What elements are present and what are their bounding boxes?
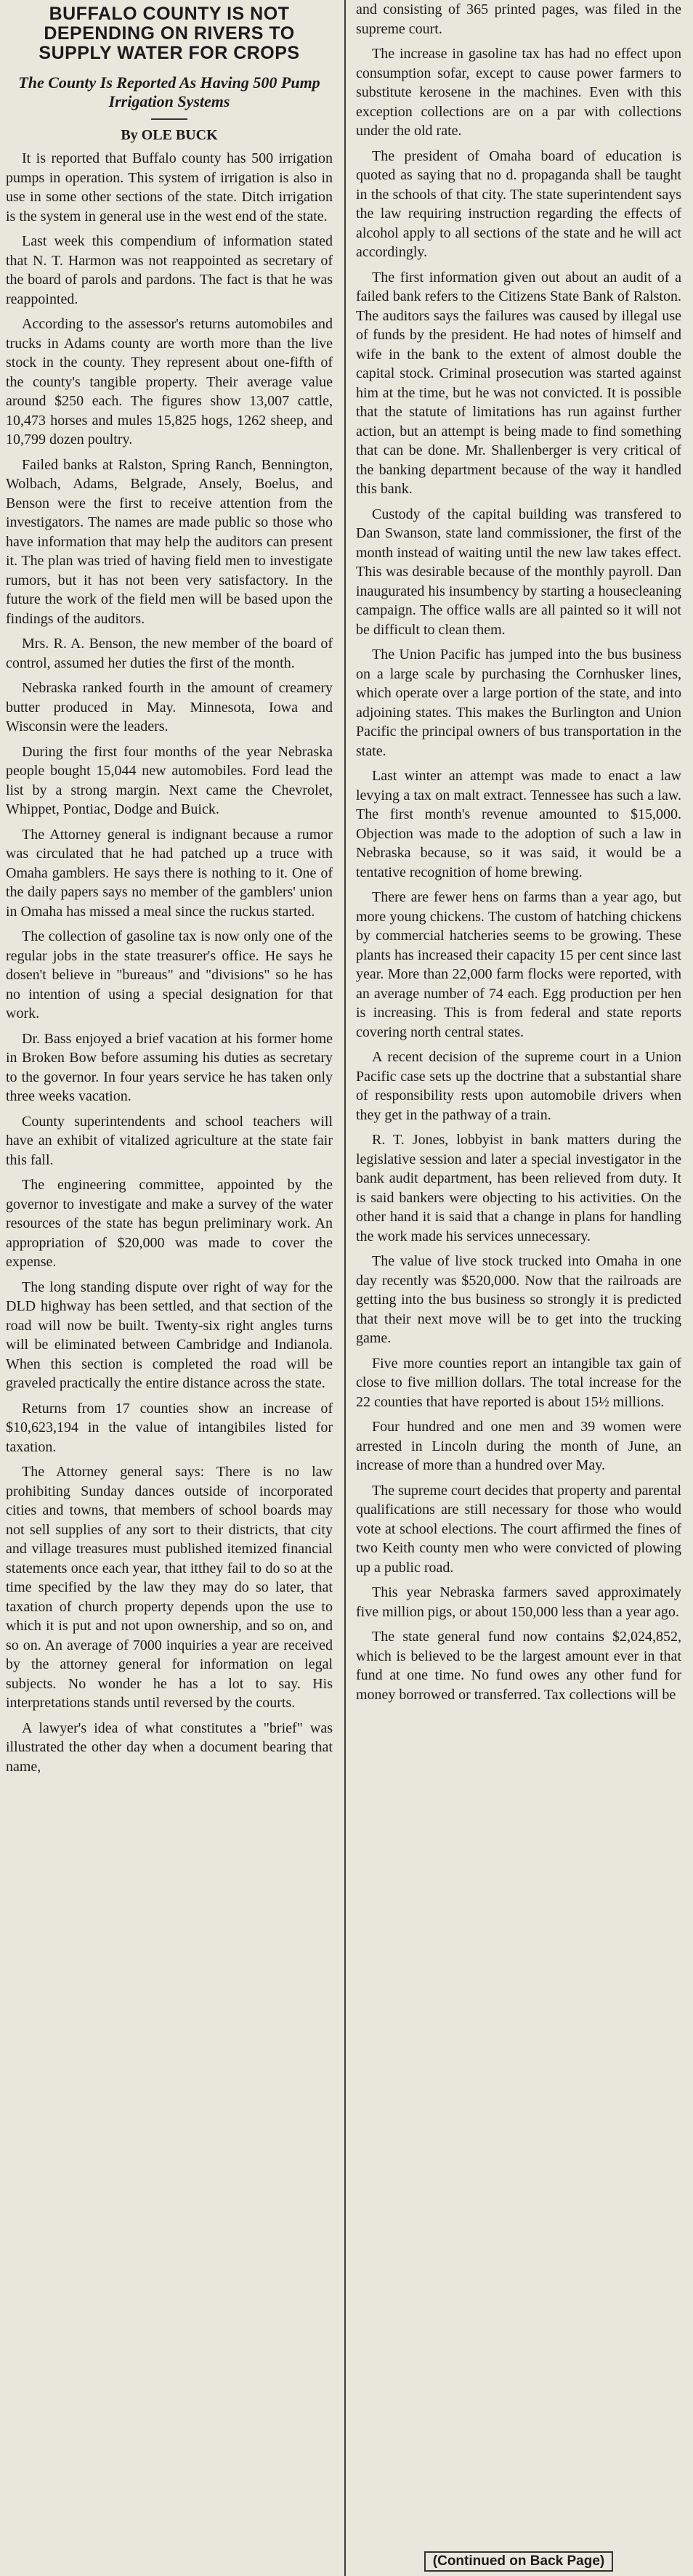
divider-rule	[151, 118, 187, 120]
article-paragraph: The increase in gasoline tax has had no effect upon consumption sofar, except to cause power farmers to substitute kerosene in the machines. Even with this exception collections are on a par with collections under the old rate.	[356, 46, 681, 139]
right-column	[350, 0, 687, 2576]
article-paragraph: There are fewer hens on farms than a year ago, but more young chickens. The custom of hatching chickens by commercial hatcheries seems to be growing. These plants has increased their capacity 15 per cent since last year. More than 22,000 farm flocks were reported, with an average number of 74 each. Egg production per hen is increasing. This is from federal and state reports covering north central states.	[356, 889, 681, 1040]
article-paragraph: According to the assessor's returns automobiles and trucks in Adams county are worth more than the live stock in the county. They represent about one-fifth of the county's tangible property. Their average value around $250 each. The figures show 13,007 cattle, 10,473 horses and mules 15,825 hogs, 1262 sheep, and 10,799 dozen poultry.	[6, 316, 333, 447]
article-paragraph: Last week this compendium of information stated that N. T. Harmon was not reappointed as secretary of the board of parols and pardons. The fact is that he was reappointed.	[6, 233, 333, 307]
article-paragraph: Five more counties report an intangible tax gain of close to five million dollars. The total increase for the 22 counties that have reported is about 15½ millions.	[356, 1355, 681, 1410]
article-paragraph: The collection of gasoline tax is now only one of the regular jobs in the state treasurer's office. He says he dosen't believe in "bureaus" and "divisions" so he has no intention of using a special designation for that work.	[6, 928, 333, 1021]
article-paragraph: A lawyer's idea of what constitutes a "brief" was illustrated the other day when a document bearing that name,	[6, 1720, 333, 1775]
article-paragraph: County superintendents and school teachers will have an exhibit of vitalized agriculture at the state fair this fall.	[6, 1113, 333, 1168]
article-paragraph: Last winter an attempt was made to enact a law levying a tax on malt extract. Tennessee has such a law. The first month's revenue amounted to $15,000. Objection was made to the adoption of such a law in Nebraska because, so it was said, it would be a tentative recognition of home brewing.	[356, 768, 681, 880]
subheadline: The County Is Reported As Having 500 Pump Irrigation Systems	[18, 73, 320, 110]
article-paragraph: The first information given out about an audit of a failed bank refers to the Citizens State Bank of Ralston. The auditors says the failures was caused by illegal use of funds by the president. He had notes of himself and wife in the bank to the extent of almost double the capital stock. Criminal prosecution was started against him at the time, but he was not convicted. It is possible that the statute of limitations has run against further action, but an attempt is being made to find something that can be done. Mr. Shallenberger is very critical of the banking department because of the way it handled this bank.	[356, 269, 681, 497]
article-paragraph: The Attorney general says: There is no law prohibiting Sunday dances outside of incorporated cities and towns, that members of school boards may not sell supplies of any sort to their districts, that city and village treasures must published itemized financial statements once each year, that itthey fail to do so at the time specified by the law they may do so later, that taxation of church property depends upon the use to which it is put and not upon ownership, and so on, and so on. An average of 7000 inquiries a year are received by the attorney general for information on legal subjects. No wonder he has a lot to say. His interpretations stands until reversed by the courts.	[6, 1464, 333, 1711]
continued-notice	[350, 2551, 687, 2572]
article-paragraph: During the first four months of the year Nebraska people bought 15,044 new automobiles. Ford lead the list by a strong margin. Next came the Chevrolet, Whippet, Pontiac, Dodge and Buick.	[6, 743, 333, 817]
right-column-body	[356, 0, 681, 1704]
article-paragraph: The Attorney general is indignant because a rumor was circulated that he had patched up a truce with Omaha gamblers. He says there is nothing to it. One of the daily papers says no member of the gamblers' union in Omaha has missed a meal since the ruckus started.	[6, 826, 333, 920]
article-paragraph: The engineering committee, appointed by the governor to investigate and make a survey of the water resources of the state has begun preliminary work. An appropriation of $20,000 was made to cover the expense.	[6, 1177, 333, 1270]
article-paragraph: Mrs. R. A. Benson, the new member of the board of control, assumed her duties the first of the month.	[6, 636, 333, 671]
article-paragraph: The president of Omaha board of education is quoted as saying that no d. propaganda shall be taught in the schools of that city. The state superintendent says the law requiring instruction regarding the effects of alcohol apply to all sections of the state and he will act accordingly.	[356, 147, 681, 260]
left-column	[0, 0, 340, 2576]
article-paragraph: Failed banks at Ralston, Spring Ranch, Bennington, Wolbach, Adams, Belgrade, Ansely, Boelus, and Benson were the first to receive attention from the investigators. The names are made public so those who have information that may help the auditors can present it. The plan was tried of having field men to investigate rumors, but it has not been very satisfactory. In the future the work of the field men will be based upon the findings of the auditors.	[6, 456, 333, 627]
headline: BUFFALO COUNTY IS NOT DEPENDING ON RIVERS TO SUPPLY WATER FOR CROPS	[38, 4, 300, 63]
article-paragraph: A recent decision of the supreme court in a Union Pacific case sets up the doctrine that a substantial share of responsibility rests upon automobile drivers when they get in the pathway of a train.	[356, 1049, 681, 1123]
column-divider	[344, 0, 346, 2576]
article-paragraph: Custody of the capital building was transfered to Dan Swanson, state land commissioner, the first of the month instead of waiting until the new law takes effect. This was desirable because of the monthly payroll. Dan inaugurated his insumbency by starting a housecleaning campaign. The office walls are all painted so it will not be difficult to clean them.	[356, 506, 681, 638]
article-paragraph: The supreme court decides that property and parental qualifications are still necessary for those who would vote at school elections. The court affirmed the fines of two Keith county men who were convicted of plowing up a public road.	[356, 1482, 681, 1576]
article-paragraph: Returns from 17 counties show an increase of $10,623,194 in the value of intangibiles listed for taxation.	[6, 1400, 333, 1455]
article-paragraph: The state general fund now contains $2,024,852, which is believed to be the largest amount ever in that fund at one time. No fund owes any other fund for money borrowed or transferred. Tax collections will be	[356, 1629, 681, 1703]
article-paragraph: Nebraska ranked fourth in the amount of creamery butter produced in May. Minnesota, Iowa and Wisconsin were the leaders.	[6, 680, 333, 734]
article-paragraph: The value of live stock trucked into Omaha in one day recently was $520,000. Now that the railroads are getting into the bus business so strongly it is predicted that their next move will be to get into the trucking game.	[356, 1253, 681, 1346]
byline: By OLE BUCK	[121, 127, 218, 143]
article-paragraph: The Union Pacific has jumped into the bus business on a large scale by purchasing the Cornhusker lines, which operate over a large portion of the state, and into adjoining states. This makes the Burlington and Union Pacific the principal owners of bus transportation in the state.	[356, 647, 681, 759]
article-paragraph: R. T. Jones, lobbyist in bank matters during the legislative session and later a special investigator in the bank audit department, has been relieved from duty. It is said bankers were objecting to his activities. On the other hand it is said that a change in plans for handling the work made his services unnecessary.	[356, 1132, 681, 1244]
article-paragraph: Four hundred and one men and 39 women were arrested in Lincoln during the month of June, an increase of more than a hundred over May.	[356, 1419, 681, 1473]
continued-label: (Continued on Back Page)	[424, 2551, 613, 2572]
article-paragraph: The long standing dispute over right of way for the DLD highway has been settled, and that section of the road will now be built. Twenty-six right angles turns will be eliminated between Cambridge and Indianola. When this section is completed the road will be graveled practically the entire distance across the state.	[6, 1279, 333, 1391]
article-paragraph: It is reported that Buffalo county has 500 irrigation pumps in operation. This system of irrigation is also in use in some other sections of the state. Ditch irrigation is the system in general use in the west end of the state.	[6, 150, 333, 224]
article-paragraph: This year Nebraska farmers saved approximately five million pigs, or about 150,000 less than a year ago.	[356, 1584, 681, 1620]
left-column-body	[6, 149, 333, 1776]
article-paragraph: and consisting of 365 printed pages, was filed in the supreme court.	[356, 1, 681, 37]
article-paragraph: Dr. Bass enjoyed a brief vacation at his former home in Broken Bow before assuming his duties as secretary to the governor. In four years service he has taken only three weeks vacation.	[6, 1030, 333, 1104]
